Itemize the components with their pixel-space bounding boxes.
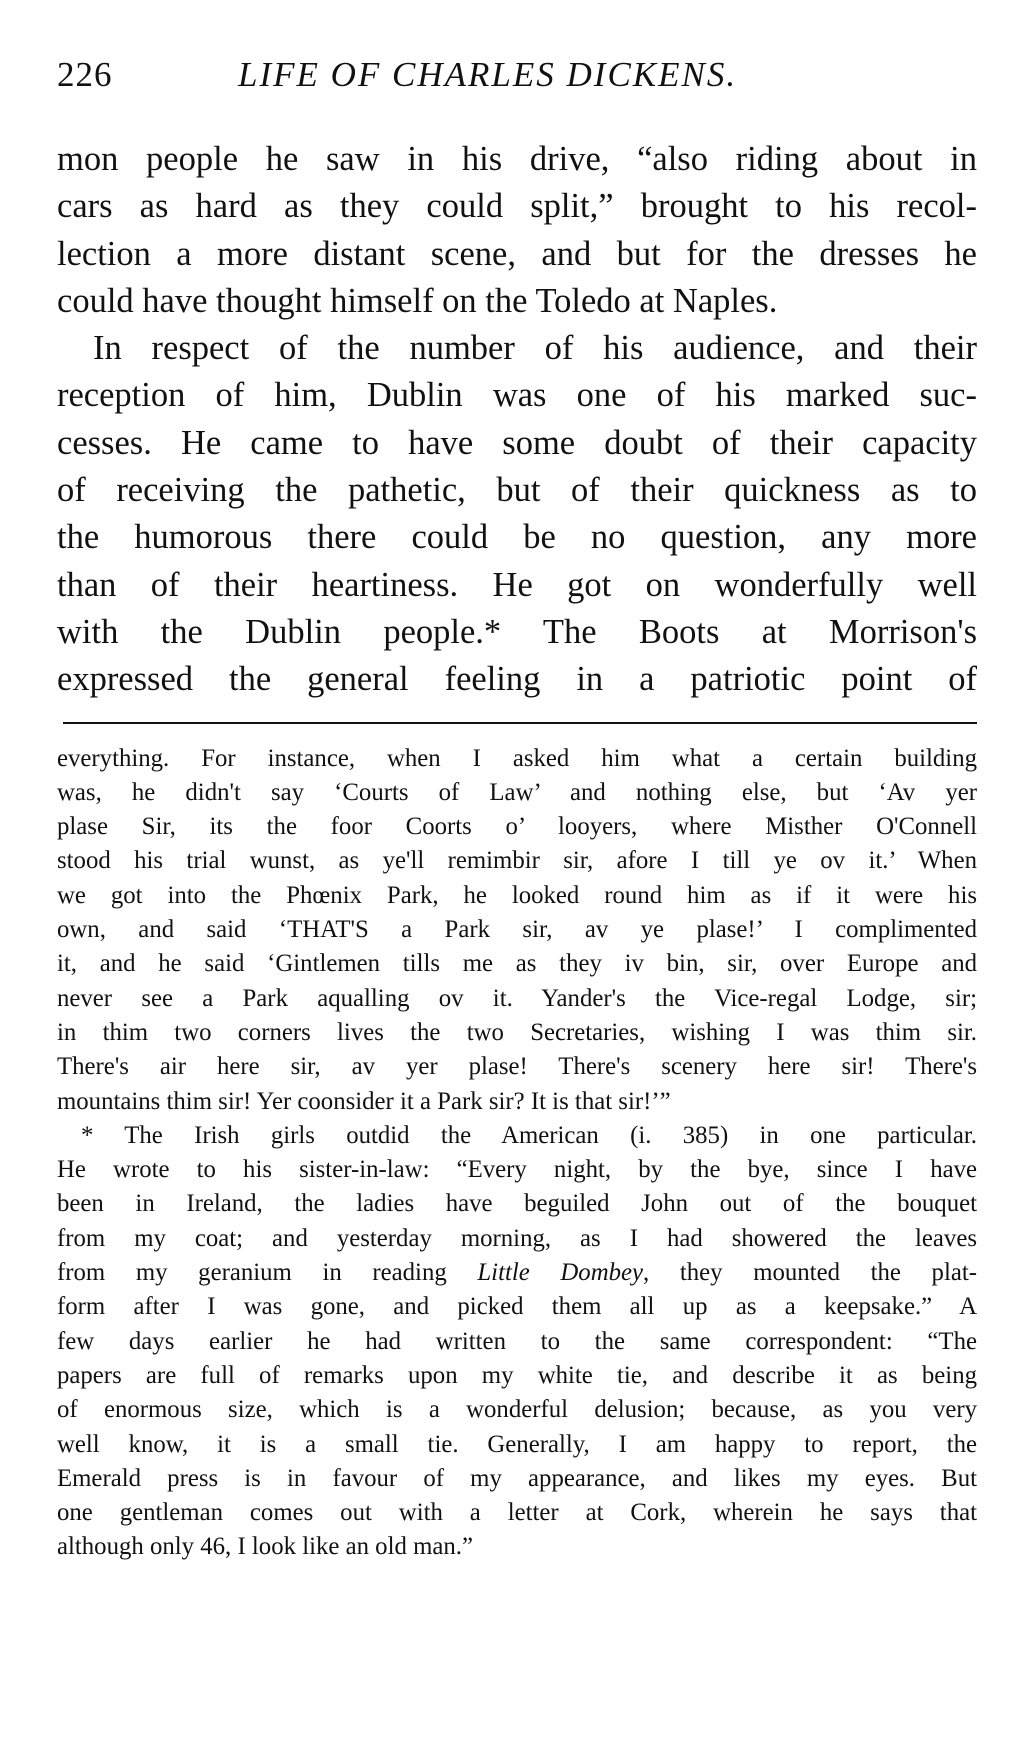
footnote-line: never see a Park aqualling ov it. Yander's the Vice-regal Lodge, sir; xyxy=(57,984,977,1012)
footnote-line: although only 46, I look like an old man.” xyxy=(57,1533,473,1561)
text-line: expressed the general feeling in a patriotic point of xyxy=(57,660,977,699)
text-line: with the Dublin people.* The Boots at Morrison's xyxy=(57,612,977,651)
footnote-line: form after I was gone, and picked them all up as a keepsake.” A xyxy=(57,1293,977,1321)
book-page xyxy=(57,50,977,1565)
footnote-line: few days earlier he had written to the same correspondent: “The xyxy=(57,1327,977,1355)
footnote-line: from my coat; and yesterday morning, as I had showered the leaves xyxy=(57,1224,977,1252)
text-line: In respect of the number of his audience, and their xyxy=(93,329,977,368)
running-head xyxy=(57,50,977,100)
footnote-line: everything. For instance, when I asked him what a certain building xyxy=(57,744,977,772)
footnote-line: been in Ireland, the ladies have beguiled John out of the bouquet xyxy=(57,1190,977,1218)
footnote-line: stood his trial wunst, as ye'll remimbir sir, afore I till ye ov it.’ When xyxy=(57,847,977,875)
text-line: than of their heartiness. He got on wonderfully well xyxy=(57,565,977,604)
footnote-line: it, and he said ‘Gintlemen tills me as they iv bin, sir, over Europe and xyxy=(57,950,977,978)
footnote-line: He wrote to his sister-in-law: “Every night, by the bye, since I have xyxy=(57,1156,977,1184)
text-line: cars as hard as they could split,” brought to his recol- xyxy=(57,187,977,226)
text-line: mon people he saw in his drive, “also riding about in xyxy=(57,140,977,178)
footnote-line-with-italic xyxy=(57,1256,977,1290)
main-text xyxy=(57,136,977,704)
text-line: of receiving the pathetic, but of their quickness as to xyxy=(57,471,977,510)
text-line: cesses. He came to have some doubt of their capacity xyxy=(57,423,977,462)
book-title-italic: Little Dombey xyxy=(477,1259,644,1287)
footnote-line: papers are full of remarks upon my white tie, and describe it as being xyxy=(57,1361,977,1389)
footnote-line: was, he didn't say ‘Courts of Law’ and nothing else, but ‘Av yer xyxy=(57,778,977,806)
text-line: could have thought himself on the Toledo at Naples. xyxy=(57,281,778,320)
footnote-line: we got into the Phœnix Park, he looked round him as if it were his xyxy=(57,881,977,909)
footnote-line: mountains thim sir! Yer coonsider it a Park sir? It is that sir!’” xyxy=(57,1087,671,1115)
footnotes xyxy=(57,742,977,1565)
footnote-line: Emerald press is in favour of my appearance, and likes my eyes. But xyxy=(57,1464,977,1492)
footnote-line: of enormous size, which is a wonderful delusion; because, as you very xyxy=(57,1396,977,1424)
footnote-line: one gentleman comes out with a letter at Cork, wherein he says that xyxy=(57,1499,977,1527)
footnote-text: from my geranium in reading xyxy=(57,1259,478,1287)
text-line: lection a more distant scene, and but for the dresses he xyxy=(57,234,977,273)
footnote-line: plase Sir, its the foor Coorts o’ looyers, where Misther O'Connell xyxy=(57,813,977,841)
footnote-star xyxy=(57,1119,977,1565)
text-line: the humorous there could be no question, any more xyxy=(57,518,977,557)
text-line: reception of him, Dublin was one of his marked suc- xyxy=(57,376,977,415)
footnote-line: * The Irish girls outdid the American (i. 385) in one particular. xyxy=(81,1121,977,1149)
footnote-divider xyxy=(63,722,977,724)
footnote-continued xyxy=(57,742,977,1119)
footnote-line: own, and said ‘THAT'S a Park sir, av ye plase!’ I complimented xyxy=(57,916,977,944)
footnote-line: well know, it is a small tie. Generally, I am happy to report, the xyxy=(57,1430,977,1458)
footnote-line: There's air here sir, av yer plase! There's scenery here sir! There's xyxy=(57,1053,977,1081)
footnote-text: , they mounted the plat- xyxy=(643,1259,977,1287)
running-title: LIFE OF CHARLES DICKENS. xyxy=(238,55,738,94)
page-number: 226 xyxy=(57,55,113,94)
footnote-line: in thim two corners lives the two Secretaries, wishing I was thim sir. xyxy=(57,1018,977,1046)
